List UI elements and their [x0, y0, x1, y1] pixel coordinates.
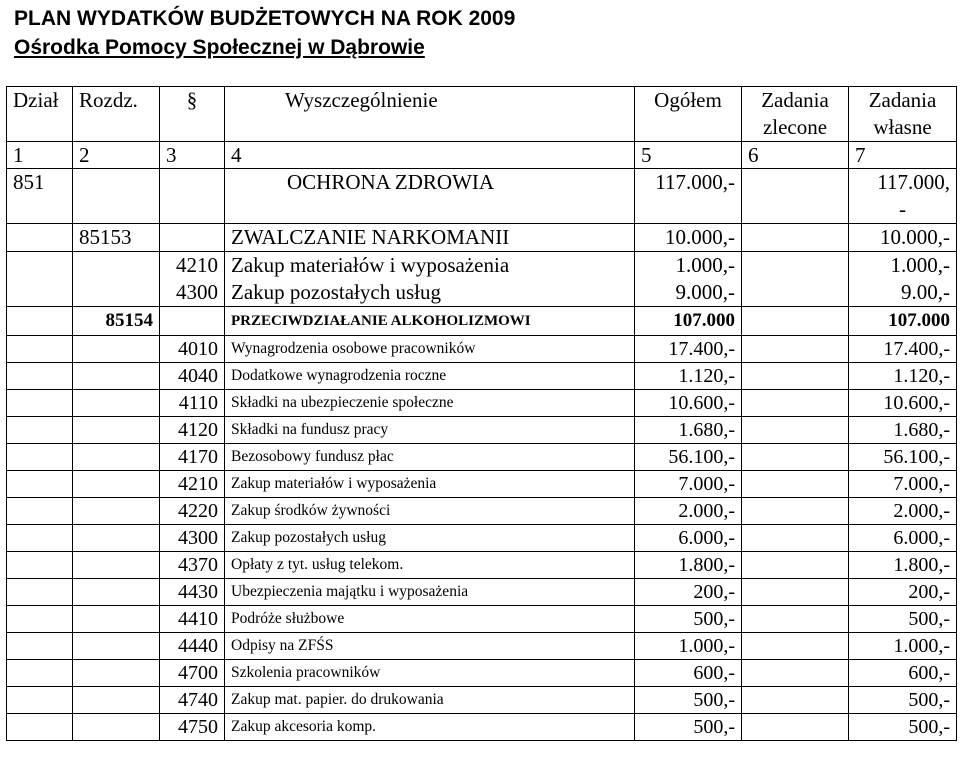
header-rozdz: Rozdz.: [73, 87, 160, 142]
cell-description: PRZECIWDZIAŁANIE ALKOHOLIZMOWI: [225, 307, 635, 336]
cell-paragraph: 4430: [160, 579, 225, 606]
cell-description: Bezosobowy fundusz płac: [225, 444, 635, 471]
cell-zlecone: [742, 525, 849, 552]
table-row: [7, 660, 957, 687]
cell-zlecone: [742, 552, 849, 579]
table-row: [7, 552, 957, 579]
cell-rozdz: [73, 336, 160, 363]
cell-zlecone: [742, 633, 849, 660]
cell-dzial: [7, 525, 73, 552]
cell-dzial: [7, 714, 73, 741]
cell-dzial: [7, 606, 73, 633]
cell-description: Wynagrodzenia osobowe pracowników: [225, 336, 635, 363]
cell-description: Składki na fundusz pracy: [225, 417, 635, 444]
table-row: [7, 390, 957, 417]
cell-ogolem: 6.000,-: [635, 525, 742, 552]
cell-description: Ubezpieczenia majątku i wyposażenia: [225, 579, 635, 606]
header-zlecone-line1: Zadania: [761, 88, 829, 112]
cell-paragraph: 4440: [160, 633, 225, 660]
cell-description: ZWALCZANIE NARKOMANII: [225, 224, 635, 252]
cell-rozdz: [73, 169, 160, 224]
cell-dzial: [7, 687, 73, 714]
cell-ogolem: [635, 252, 742, 307]
title-main: PLAN WYDATKÓW BUDŻETOWYCH NA ROK 2009: [14, 7, 516, 30]
table-row: [7, 363, 957, 390]
cell-rozdz: [73, 471, 160, 498]
cell-ogolem: 56.100,-: [635, 444, 742, 471]
cell-zlecone: [742, 307, 849, 336]
cell-wlasne: 1.000,-: [849, 633, 957, 660]
cell-wlasne: 600,-: [849, 660, 957, 687]
column-number: 1: [7, 142, 73, 169]
cell-ogolem: 500,-: [635, 714, 742, 741]
cell-zlecone: [742, 390, 849, 417]
cell-rozdz: [73, 252, 160, 307]
table-row-851: [7, 169, 957, 224]
cell-rozdz: [73, 579, 160, 606]
cell-wlasne: 1.680,-: [849, 417, 957, 444]
header-row: [7, 87, 957, 142]
cell-rozdz: [73, 714, 160, 741]
cell-rozdz: [73, 633, 160, 660]
cell-dzial: [7, 471, 73, 498]
document-title: [14, 4, 515, 62]
cell-wlasne: 500,-: [849, 687, 957, 714]
table-row: [7, 579, 957, 606]
cell-wlasne: 107.000: [849, 307, 957, 336]
table-row-85153-items: [7, 252, 957, 307]
table-row: [7, 687, 957, 714]
cell-wlasne: 1.800,-: [849, 552, 957, 579]
cell-ogolem-line2: 9.000,-: [675, 280, 735, 304]
cell-paragraph: 4750: [160, 714, 225, 741]
cell-paragraph-line2: 4300: [176, 280, 218, 304]
header-wyszczegolnienie: Wyszczególnienie: [225, 87, 635, 142]
cell-wlasne: 7.000,-: [849, 471, 957, 498]
cell-wlasne-value: 117.000,: [877, 170, 950, 194]
cell-paragraph: 4370: [160, 552, 225, 579]
cell-dzial: [7, 390, 73, 417]
cell-ogolem: 107.000: [635, 307, 742, 336]
cell-rozdz: [73, 417, 160, 444]
cell-dzial: [7, 224, 73, 252]
cell-description: [225, 252, 635, 307]
table-row: [7, 444, 957, 471]
cell-ogolem: 1.680,-: [635, 417, 742, 444]
cell-rozdz: [73, 390, 160, 417]
column-number: 4: [225, 142, 635, 169]
cell-rozdz: [73, 498, 160, 525]
cell-dzial: [7, 417, 73, 444]
cell-zlecone: [742, 687, 849, 714]
column-number: 6: [742, 142, 849, 169]
cell-dzial: [7, 552, 73, 579]
cell-paragraph: [160, 307, 225, 336]
header-zadania-zlecone: [742, 87, 849, 142]
cell-paragraph: 4300: [160, 525, 225, 552]
column-number: 3: [160, 142, 225, 169]
cell-paragraph: [160, 169, 225, 224]
cell-description: Odpisy na ZFŚS: [225, 633, 635, 660]
cell-dzial: [7, 336, 73, 363]
cell-ogolem: 10.000,-: [635, 224, 742, 252]
cell-ogolem: 200,-: [635, 579, 742, 606]
cell-ogolem: 1.800,-: [635, 552, 742, 579]
cell-ogolem: 1.000,-: [635, 633, 742, 660]
column-number: 5: [635, 142, 742, 169]
cell-paragraph: 4170: [160, 444, 225, 471]
cell-dzial: [7, 363, 73, 390]
cell-description-line2: Zakup pozostałych usług: [231, 280, 441, 304]
table-row: [7, 498, 957, 525]
cell-paragraph: 4110: [160, 390, 225, 417]
cell-zlecone: [742, 417, 849, 444]
cell-wlasne-line2: 9.00,-: [901, 280, 950, 304]
cell-description-line1: Zakup materiałów i wyposażenia: [231, 253, 510, 277]
header-wlasne-line1: Zadania: [868, 88, 937, 112]
cell-description: Zakup materiałów i wyposażenia: [225, 471, 635, 498]
cell-zlecone: [742, 336, 849, 363]
table-row: [7, 714, 957, 741]
header-zlecone-line2: zlecone: [762, 115, 828, 139]
cell-paragraph: 4740: [160, 687, 225, 714]
cell-rozdz: [73, 606, 160, 633]
cell-description: Zakup pozostałych usług: [225, 525, 635, 552]
cell-paragraph: 4700: [160, 660, 225, 687]
cell-rozdz: [73, 660, 160, 687]
cell-dzial: [7, 307, 73, 336]
cell-ogolem: 500,-: [635, 606, 742, 633]
cell-description: Dodatkowe wynagrodzenia roczne: [225, 363, 635, 390]
cell-dzial: [7, 633, 73, 660]
cell-dzial: [7, 252, 73, 307]
cell-description: Podróże służbowe: [225, 606, 635, 633]
cell-ogolem: 500,-: [635, 687, 742, 714]
header-wlasne-line2: własne: [873, 115, 932, 139]
cell-paragraph: 4210: [160, 471, 225, 498]
cell-dzial: [7, 579, 73, 606]
cell-rozdz: [73, 363, 160, 390]
cell-rozdz: 85153: [73, 224, 160, 252]
cell-wlasne: [849, 169, 957, 224]
table-row: [7, 633, 957, 660]
cell-ogolem: 7.000,-: [635, 471, 742, 498]
cell-wlasne-line1: 1.000,-: [890, 253, 950, 277]
column-numbers-row: [7, 142, 957, 169]
cell-wlasne: [849, 252, 957, 307]
cell-wlasne: 56.100,-: [849, 444, 957, 471]
header-dzial: Dział: [7, 87, 73, 142]
cell-wlasne: 17.400,-: [849, 336, 957, 363]
cell-dzial: [7, 498, 73, 525]
cell-zlecone: [742, 444, 849, 471]
cell-ogolem: 2.000,-: [635, 498, 742, 525]
cell-zlecone: [742, 252, 849, 307]
cell-ogolem: 117.000,-: [635, 169, 742, 224]
cell-wlasne: 2.000,-: [849, 498, 957, 525]
cell-dzial: [7, 660, 73, 687]
cell-wlasne: 500,-: [849, 714, 957, 741]
budget-table: [6, 86, 957, 741]
cell-paragraph: 4410: [160, 606, 225, 633]
cell-zlecone: [742, 606, 849, 633]
table-row: [7, 417, 957, 444]
table-row: [7, 525, 957, 552]
cell-wlasne: 1.120,-: [849, 363, 957, 390]
cell-ogolem: 600,-: [635, 660, 742, 687]
cell-description: Zakup środków żywności: [225, 498, 635, 525]
column-number: 7: [849, 142, 957, 169]
table-row-85154: [7, 307, 957, 336]
cell-paragraph-line1: 4210: [176, 253, 218, 277]
cell-dzial: [7, 444, 73, 471]
cell-rozdz: [73, 552, 160, 579]
cell-paragraph: 4010: [160, 336, 225, 363]
cell-paragraph: 4120: [160, 417, 225, 444]
cell-zlecone: [742, 169, 849, 224]
title-subtitle: Ośrodka Pomocy Społecznej w Dąbrowie: [14, 36, 425, 59]
cell-rozdz: [73, 687, 160, 714]
cell-description: Opłaty z tyt. usług telekom.: [225, 552, 635, 579]
cell-rozdz: 85154: [73, 307, 160, 336]
cell-zlecone: [742, 471, 849, 498]
cell-rozdz: [73, 444, 160, 471]
cell-description: Szkolenia pracowników: [225, 660, 635, 687]
table-row: [7, 606, 957, 633]
table-row: [7, 471, 957, 498]
header-zadania-wlasne: [849, 87, 957, 142]
cell-zlecone: [742, 498, 849, 525]
cell-zlecone: [742, 224, 849, 252]
header-ogolem: Ogółem: [635, 87, 742, 142]
cell-ogolem: 10.600,-: [635, 390, 742, 417]
header-paragraph: §: [160, 87, 225, 142]
cell-description: Składki na ubezpieczenie społeczne: [225, 390, 635, 417]
cell-zlecone: [742, 363, 849, 390]
cell-wlasne: 200,-: [849, 579, 957, 606]
cell-paragraph: 4040: [160, 363, 225, 390]
cell-paragraph: 4220: [160, 498, 225, 525]
cell-description: Zakup mat. papier. do drukowania: [225, 687, 635, 714]
cell-zlecone: [742, 579, 849, 606]
cell-zlecone: [742, 714, 849, 741]
cell-wlasne: 10.600,-: [849, 390, 957, 417]
cell-description: Zakup akcesoria komp.: [225, 714, 635, 741]
cell-wlasne: 500,-: [849, 606, 957, 633]
cell-wlasne-cont: -: [899, 197, 906, 221]
cell-zlecone: [742, 660, 849, 687]
cell-description: OCHRONA ZDROWIA: [225, 169, 635, 224]
table-row: [7, 336, 957, 363]
cell-ogolem-line1: 1.000,-: [675, 253, 735, 277]
cell-rozdz: [73, 525, 160, 552]
cell-dzial: 851: [7, 169, 73, 224]
cell-wlasne: 6.000,-: [849, 525, 957, 552]
table-row-85153: [7, 224, 957, 252]
cell-wlasne: 10.000,-: [849, 224, 957, 252]
column-number: 2: [73, 142, 160, 169]
cell-ogolem: 17.400,-: [635, 336, 742, 363]
cell-paragraph: [160, 252, 225, 307]
cell-ogolem: 1.120,-: [635, 363, 742, 390]
cell-paragraph: [160, 224, 225, 252]
